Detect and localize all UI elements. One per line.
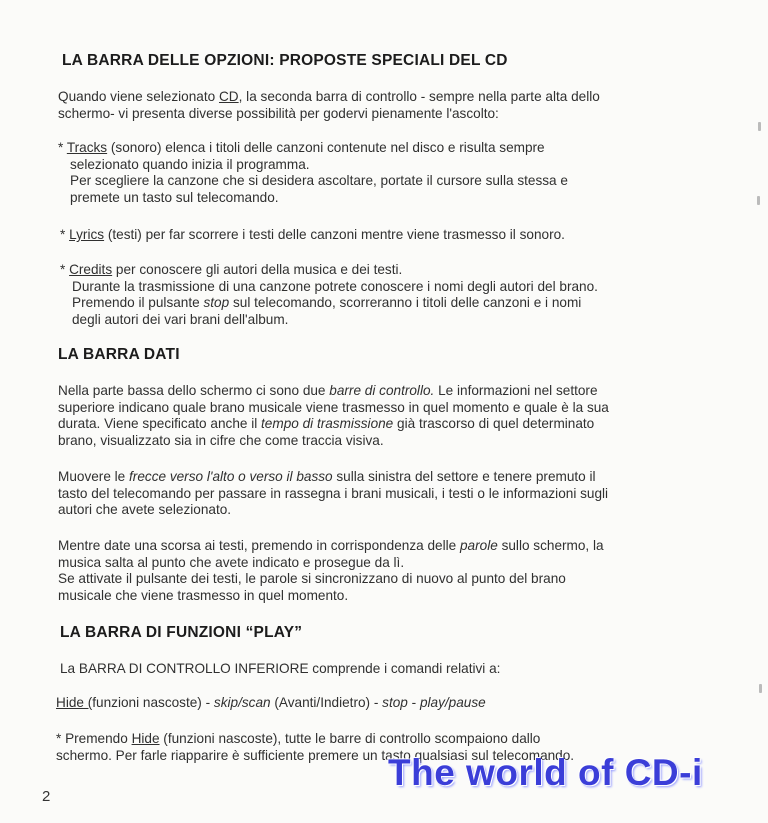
p3-line2: musica salta al punto che avete indicato e prosegue da lì. <box>58 554 405 570</box>
scan-speck <box>757 196 760 205</box>
credits-item <box>60 262 598 328</box>
play-bar-controls <box>56 695 486 712</box>
options-intro <box>58 89 600 122</box>
p1-line2: superiore indicano quale brano musicale viene trasmesso in quel momento e quale è la sua <box>58 399 609 415</box>
p1-line3-a: durata. Viene specificato anche il <box>58 416 262 432</box>
bullet-star: * <box>60 262 70 277</box>
p1-line1-b: Le informazioni nel settore <box>434 383 598 398</box>
p1-line3-italic: tempo di trasmissione <box>261 416 394 432</box>
last-line1-a: * Premendo <box>56 731 132 746</box>
lyrics-link[interactable]: Lyrics <box>69 227 105 242</box>
lyrics-text: (testi) per far scorrere i testi delle canzoni mentre viene trasmesso il sonoro. <box>104 227 565 242</box>
credits-line3 <box>60 295 581 312</box>
bullet-star: * <box>60 227 70 242</box>
p3-line1-a: Mentre date una scorsa ai testi, premendo in corrispondenza delle <box>58 538 460 553</box>
section-title-data-bar: LA BARRA DATI <box>58 346 180 363</box>
lyrics-item <box>60 227 565 244</box>
intro-text-b: , la seconda barra di controllo - sempre nella parte alta dello <box>238 89 600 104</box>
tracks-text-a: (sonoro) elenca i titoli delle canzoni contenute nel disco e risulta sempre <box>107 140 545 155</box>
last-line2: schermo. Per farle riapparire è sufficiente premere un tasto qualsiasi sul telecomando. <box>56 747 575 763</box>
page-number: 2 <box>42 788 51 805</box>
tracks-line4: premete un tasto sul telecomando. <box>70 189 279 205</box>
p3-line4: musicale che viene trasmesso in quel momento. <box>58 587 349 603</box>
hide-link[interactable]: Hide ( <box>56 695 93 710</box>
hide-link-2[interactable]: Hide <box>131 731 160 746</box>
p3-line1-italic: parole <box>460 538 498 553</box>
p1-line1-italic: barre di controllo. <box>329 383 435 398</box>
p2-line1-italic: frecce verso l'alto o verso il basso <box>129 469 333 484</box>
play-pause-label: play/pause <box>419 695 486 710</box>
section-title-options: LA BARRA DELLE OPZIONI: PROPOSTE SPECIALI DEL CD <box>62 52 508 69</box>
tracks-line3: Per scegliere la canzone che si desidera ascoltare, portate il cursore sulla stessa e <box>70 173 568 189</box>
p3-line3: Se attivate il pulsante dei testi, le parole si sincronizzano di nuovo al punto del brano <box>58 571 566 587</box>
credits-line3-a: Premendo il pulsante <box>72 295 204 311</box>
intro-line2: schermo- vi presenta diverse possibilità per godervi pienamente l'ascolto: <box>58 105 499 121</box>
p3-line1-b: sullo schermo, la <box>497 538 604 553</box>
tracks-line2: selezionato quando inizia il programma. <box>70 156 310 172</box>
last-line1-b: (funzioni nascoste), tutte le barre di controllo scompaiono dallo <box>159 731 541 746</box>
scan-speck <box>759 684 762 693</box>
credits-line4: degli autori dei vari brani dell'album. <box>72 311 289 327</box>
bullet-star: * <box>58 140 67 155</box>
credits-line3-b: sul telecomando, scorreranno i titoli delle canzoni e i nomi <box>229 295 582 311</box>
intro-text-a: Quando viene selezionato <box>58 89 219 104</box>
p1-line4: brano, visualizzato sia in cifre che come traccia visiva. <box>58 432 384 448</box>
credits-link[interactable]: Credits <box>69 262 113 277</box>
data-bar-paragraph-2 <box>58 469 608 519</box>
tracks-item <box>58 140 568 206</box>
p1-line3-b: già trascorso di quel determinato <box>393 416 595 432</box>
skip-scan-label: skip/scan <box>213 695 271 710</box>
tracks-link[interactable]: Tracks <box>66 140 108 155</box>
stop-label: stop <box>203 295 230 311</box>
p2-line1-b: sulla sinistra del settore e tenere premuto il <box>332 469 596 484</box>
p2-line1-a: Muovere le <box>58 469 130 484</box>
stop-label: stop <box>382 695 408 710</box>
hide-text-b: (Avanti/Indietro) - <box>270 695 383 710</box>
credits-text-a: per conoscere gli autori della musica e dei testi. <box>112 262 403 277</box>
section-title-play-bar: LA BARRA DI FUNZIONI “PLAY” <box>60 624 303 641</box>
scan-speck <box>758 122 761 131</box>
dash-separator: - <box>407 695 420 710</box>
watermark-logo: The world of CD-i <box>388 752 703 793</box>
data-bar-paragraph-1 <box>58 383 609 449</box>
credits-line2: Durante la trasmissione di una canzone potrete conoscere i nomi degli autori del brano. <box>72 278 598 294</box>
hide-text-a: funzioni nascoste) - <box>92 695 214 710</box>
play-bar-intro: La BARRA DI CONTROLLO INFERIORE comprende i comandi relativi a: <box>60 661 501 676</box>
p1-line1-a: Nella parte bassa dello schermo ci sono due <box>58 383 330 398</box>
cd-link[interactable]: CD <box>218 89 239 104</box>
p2-line3: autori che avete selezionato. <box>58 502 232 518</box>
p2-line2: tasto del telecomando per passare in rassegna i brani musicali, i testi o le informazioni sugli <box>58 485 609 501</box>
data-bar-paragraph-3 <box>58 538 604 604</box>
